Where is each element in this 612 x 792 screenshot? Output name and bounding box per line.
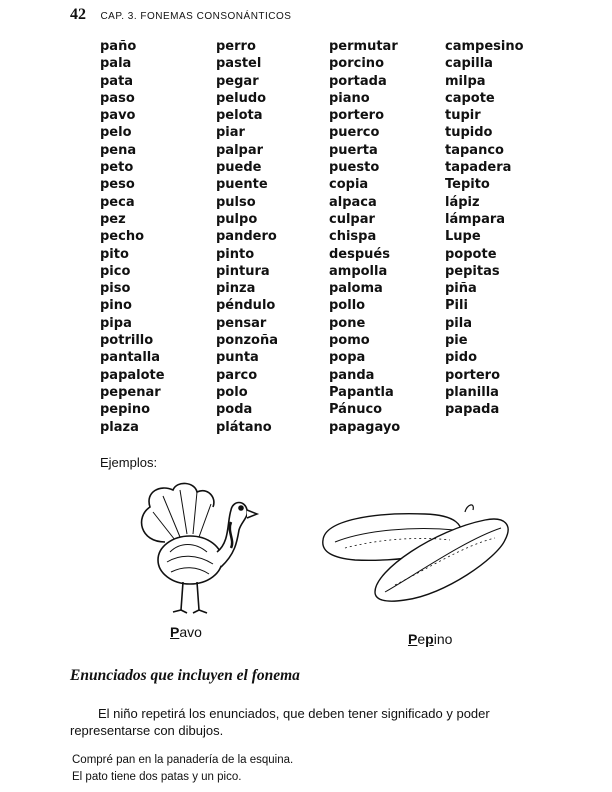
word-item: pico [100, 263, 131, 279]
sentence: Compré pan en la panadería de la esquina. [72, 754, 294, 766]
word-item: pulpo [216, 211, 258, 227]
word-item: panda [329, 367, 375, 383]
word-item: Tepito [445, 177, 490, 193]
word-item: pintura [216, 263, 270, 279]
word-item: ponzoña [216, 333, 279, 349]
word-item: plaza [100, 419, 139, 435]
word-item: popa [329, 350, 366, 366]
word-item: tapadera [445, 160, 512, 176]
word-item: portero [329, 108, 385, 124]
word-item: popote [445, 246, 497, 262]
word-item: puerta [329, 142, 378, 158]
word-item: ampolla [329, 263, 388, 279]
word-column-2 [216, 38, 329, 436]
word-item: pepitas [445, 263, 500, 279]
instruction-text: El niño repetirá los enunciados, que deben tener significado y poder representarse con dibujos. [70, 706, 490, 738]
word-item: portero [445, 367, 501, 383]
word-item: papalote [100, 367, 165, 383]
instruction-paragraph [70, 705, 550, 739]
caption-pepino-second-p: p [425, 631, 434, 647]
word-item: piano [329, 90, 370, 106]
word-item: pavo [100, 108, 136, 124]
word-item: Pili [445, 298, 468, 314]
word-item: paño [100, 39, 137, 54]
word-item: peludo [216, 90, 267, 106]
word-item: pie [445, 333, 468, 349]
word-item: puede [216, 160, 262, 176]
word-item: pepenar [100, 384, 161, 400]
word-item: copia [329, 177, 369, 193]
word-item: péndulo [216, 298, 276, 314]
word-column-3 [329, 38, 445, 436]
caption-pavo-rest: avo [179, 624, 202, 640]
word-item: campesino [445, 39, 524, 54]
turkey-illustration [135, 482, 260, 622]
word-item: pinto [216, 246, 255, 262]
word-item: palpar [216, 142, 264, 158]
word-item: tupir [445, 108, 481, 124]
word-column-4 [445, 38, 555, 436]
word-item: pensar [216, 315, 267, 331]
word-item: puente [216, 177, 268, 193]
word-item: pepino [100, 402, 151, 418]
word-item: pomo [329, 333, 370, 349]
word-item: punta [216, 350, 259, 366]
word-item: culpar [329, 211, 375, 227]
word-item: Lupe [445, 229, 481, 245]
word-item: pinza [216, 281, 256, 297]
word-item: permutar [329, 39, 398, 54]
word-item: pecho [100, 229, 145, 245]
word-item: plátano [216, 419, 272, 435]
word-item: pino [100, 298, 132, 314]
cucumber-illustration [315, 500, 515, 612]
word-item: puesto [329, 160, 380, 176]
word-item: pone [329, 315, 366, 331]
word-item: portada [329, 73, 387, 89]
word-item: peca [100, 194, 135, 210]
word-item: parco [216, 367, 258, 383]
word-item: tapanco [445, 142, 504, 158]
word-item: pala [100, 56, 132, 72]
caption-pepino-mid: e [417, 631, 426, 647]
word-item: polo [216, 384, 248, 400]
chapter-title: CAP. 3. FONEMAS CONSONÁNTICOS [100, 11, 292, 22]
sentence-list [72, 752, 293, 786]
word-item: capote [445, 90, 495, 106]
word-item: poda [216, 402, 253, 418]
word-column-1 [100, 38, 216, 436]
word-item: pata [100, 73, 134, 89]
word-item: potrillo [100, 333, 154, 349]
word-item: pelota [216, 108, 263, 124]
word-item: papagayo [329, 419, 401, 435]
word-item: Papantla [329, 384, 394, 400]
word-item: piso [100, 281, 131, 297]
word-item: porcino [329, 56, 384, 72]
caption-pavo [170, 624, 202, 640]
word-item: después [329, 246, 390, 262]
caption-pepino [408, 631, 452, 647]
caption-pavo-initial: P [170, 624, 180, 640]
word-item: pido [445, 350, 477, 366]
word-item: milpa [445, 73, 486, 89]
word-item: pastel [216, 56, 262, 72]
word-item: chispa [329, 229, 377, 245]
word-item: planilla [445, 384, 499, 400]
section-title: Enunciados que incluyen el fonema [70, 667, 300, 684]
word-item: pila [445, 315, 472, 331]
sentence: El pato tiene dos patas y un pico. [72, 771, 242, 783]
word-item: paso [100, 90, 135, 106]
word-item: Pánuco [329, 402, 383, 418]
word-item: piña [445, 281, 477, 297]
word-item: pipa [100, 315, 132, 331]
word-item: perro [216, 39, 256, 54]
word-item: tupido [445, 125, 493, 141]
word-item: paloma [329, 281, 383, 297]
word-item: lápiz [445, 194, 480, 210]
word-item: pito [100, 246, 129, 262]
word-item: alpaca [329, 194, 377, 210]
word-item: pena [100, 142, 137, 158]
caption-pepino-rest: ino [433, 631, 453, 647]
word-item: pollo [329, 298, 366, 314]
word-item: pandero [216, 229, 277, 245]
word-item: piar [216, 125, 245, 141]
word-item: pegar [216, 73, 259, 89]
word-item: pulso [216, 194, 256, 210]
word-item: capilla [445, 56, 493, 72]
word-item: pelo [100, 125, 132, 141]
word-item: peto [100, 160, 134, 176]
page-header [70, 6, 291, 24]
page-number: 42 [70, 6, 86, 23]
word-item: pez [100, 211, 126, 227]
word-item: papada [445, 402, 500, 418]
word-list [100, 38, 555, 436]
caption-pepino-initial: P [408, 631, 418, 647]
word-item: lámpara [445, 211, 506, 227]
word-item: peso [100, 177, 135, 193]
word-item: pantalla [100, 350, 161, 366]
examples-label: Ejemplos: [100, 455, 158, 470]
word-item: puerco [329, 125, 380, 141]
